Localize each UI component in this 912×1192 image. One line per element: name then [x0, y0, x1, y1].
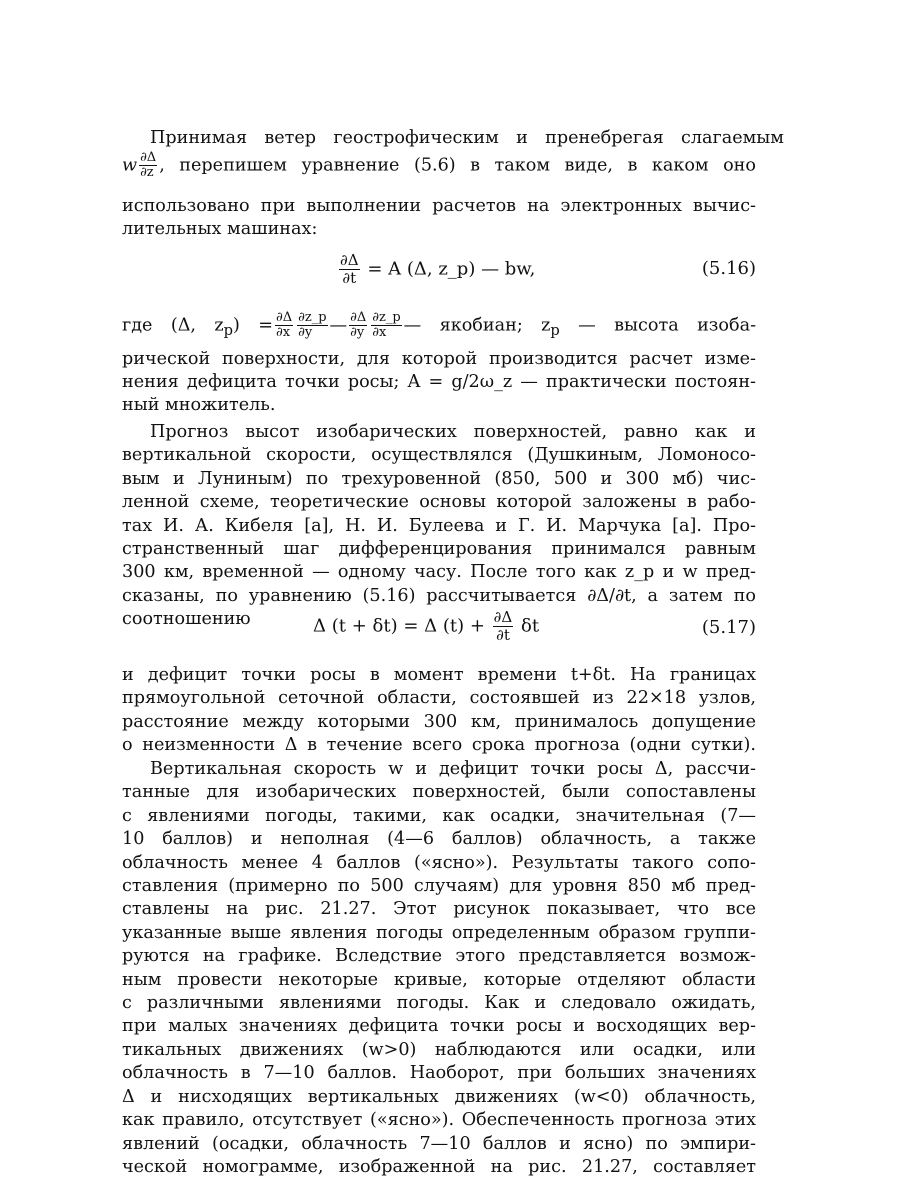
paragraph-intro-line2 — [122, 151, 756, 180]
var-w: w — [122, 155, 138, 176]
text-span: , перепишем уравнение (5.6) в таком виде, в каком оно — [159, 155, 756, 176]
text-line: соотношению — [122, 609, 251, 630]
frac-num: ∂Δ — [350, 310, 367, 325]
frac-den: ∂x — [276, 325, 291, 340]
text-line: Прогноз высот изобарических поверхностей, равно как и — [150, 422, 756, 442]
text-line: лительных машинах: — [122, 219, 318, 239]
text-line: с различными явлениями погоды. Как и следовало ожидать, — [122, 993, 756, 1014]
equation-number-5-17: (5.17) — [701, 617, 756, 638]
equation-rhs: δt — [521, 615, 540, 637]
text-line: при малых значениях дефицита точки росы и восходящих вер- — [122, 1016, 756, 1037]
text-line: расстояние между которыми 300 км, принималось допущение — [122, 711, 756, 732]
equation-5-17 — [313, 609, 539, 644]
frac-num: ∂Δ — [276, 310, 293, 325]
frac-den: ∂x — [372, 325, 387, 340]
subscript: p — [223, 322, 234, 340]
paragraph-vertical-velocity — [122, 758, 756, 1179]
paragraph-jacobian-line3 — [122, 371, 756, 394]
text-line: ленной схеме, теоретические основы которой заложены в рабо- — [122, 492, 756, 513]
text-line: рической поверхности, для которой производится расчет изме- — [122, 349, 756, 369]
text-line: как правило, отсутствует («ясно»). Обеспеченность прогноза этих — [122, 1110, 756, 1131]
text-line: 300 км, временной — одному часу. После того как z_p и w пред- — [122, 562, 756, 583]
paragraph-forecast — [122, 421, 756, 632]
fraction-dDelta-dt — [339, 252, 360, 287]
equation-5-16 — [337, 252, 535, 287]
fraction-dDelta-dt — [493, 609, 514, 644]
text-line: сказаны, по уравнению (5.16) рассчитывается ∂Δ/∂t, а затем по — [122, 585, 756, 606]
text-line: Вертикальная скорость w и дефицит точки росы Δ, рассчи- — [150, 759, 756, 779]
equation-lhs: Δ (t + δt) = Δ (t) + — [313, 615, 485, 637]
text-line: нения дефицита точки росы; A = g/2ω_z — практически постоян- — [122, 372, 756, 392]
frac-num: ∂Δ — [493, 608, 513, 626]
text-line: прямоугольной сеточной области, состоявшей из 22×18 узлов, — [122, 688, 756, 709]
fraction — [349, 311, 367, 340]
text-span: ) = — [233, 315, 273, 336]
subscript: p — [550, 322, 560, 340]
frac-num: ∂z_p — [372, 310, 401, 325]
frac-den: ∂t — [342, 269, 357, 287]
equation-number-5-16: (5.16) — [701, 258, 756, 279]
paragraph-jacobian-line4 — [122, 394, 756, 417]
text-line: тах И. А. Кибеля [а], Н. И. Булеева и Г. И. Марчука [а]. Про- — [122, 515, 756, 536]
text-line: ставлены на рис. 21.27. Этот рисунок показывает, что все — [122, 899, 756, 920]
paragraph-jacobian — [122, 311, 756, 342]
text-line: вертикальной скорости, осуществлялся (Душкиным, Ломоносо- — [122, 445, 756, 466]
text-span: где (Δ, z — [122, 315, 224, 336]
text-line: ным провести некоторые кривые, которые отделяют области — [122, 969, 756, 990]
frac-den: ∂z — [140, 165, 154, 180]
text-line: использовано при выполнении расчетов на электронных вычис- — [122, 196, 756, 216]
text-line: 10 баллов) и неполная (4—6 баллов) облачность, а также — [122, 829, 756, 850]
text-line: танные для изобарических поверхностей, были сопоставлены — [122, 782, 756, 803]
fraction-dDelta-dz — [139, 151, 157, 180]
paragraph-dewpoint — [122, 664, 756, 758]
text-line: облачность менее 4 баллов («ясно»). Результаты такого сопо- — [122, 852, 756, 873]
fraction — [297, 311, 327, 340]
text-line: вым и Луниным) по трехуровенной (850, 500 и 300 мб) чис- — [122, 468, 756, 489]
paragraph-intro-line4 — [122, 218, 756, 241]
text-line: Δ и нисходящих вертикальных движениях (w<0) облачность, — [122, 1086, 756, 1107]
text-line: ный множитель. — [122, 395, 276, 415]
text-line: руются на графике. Вследствие этого представляется возмож- — [122, 946, 756, 967]
text-line: странственный шаг дифференцирования принимался равным — [122, 539, 756, 560]
frac-den: ∂y — [298, 325, 313, 340]
frac-num: ∂Δ — [340, 251, 359, 269]
frac-den: ∂t — [496, 626, 510, 644]
text-line: Принимая ветер геострофическим и пренебрегая слагаемым — [150, 128, 784, 148]
paragraph-jacobian-line2 — [122, 348, 756, 371]
text-line: облачность в 7—10 баллов. Наоборот, при больших значениях — [122, 1063, 756, 1084]
text-line: ставления (примерно по 500 случаям) для уровня 850 мб пред- — [122, 876, 756, 897]
text-line — [122, 311, 756, 342]
equation-rhs: = A (Δ, z_p) — bw, — [367, 258, 536, 280]
text-line: тикальных движениях (w>0) наблюдаются или осадки, или — [122, 1039, 756, 1060]
text-line: явлений (осадки, облачность 7—10 баллов и ясно) по эмпири- — [122, 1133, 756, 1154]
text-line: о неизменности Δ в течение всего срока прогноза (одни сутки). — [122, 735, 756, 756]
frac-num: ∂z_p — [298, 310, 327, 325]
fraction — [275, 311, 293, 340]
text-span: — якобиан; z — [403, 315, 551, 336]
fraction — [371, 311, 401, 340]
frac-num: ∂Δ — [140, 150, 157, 165]
paragraph-intro — [122, 127, 784, 150]
frac-den: ∂y — [350, 325, 365, 340]
text-line: ческой номограмме, изображенной на рис. 21.27, составляет — [122, 1156, 756, 1177]
text-line — [122, 151, 756, 180]
text-span: — высота изоба- — [578, 315, 757, 336]
text-line: указанные выше явления погоды определенным образом группи- — [122, 922, 756, 943]
text-line: с явлениями погоды, такими, как осадки, значительная (7— — [122, 805, 756, 826]
text-span: — — [329, 315, 348, 336]
paragraph-intro-line3 — [122, 195, 756, 218]
text-line: и дефицит точки росы в момент времени t+δt. На границах — [122, 665, 756, 685]
